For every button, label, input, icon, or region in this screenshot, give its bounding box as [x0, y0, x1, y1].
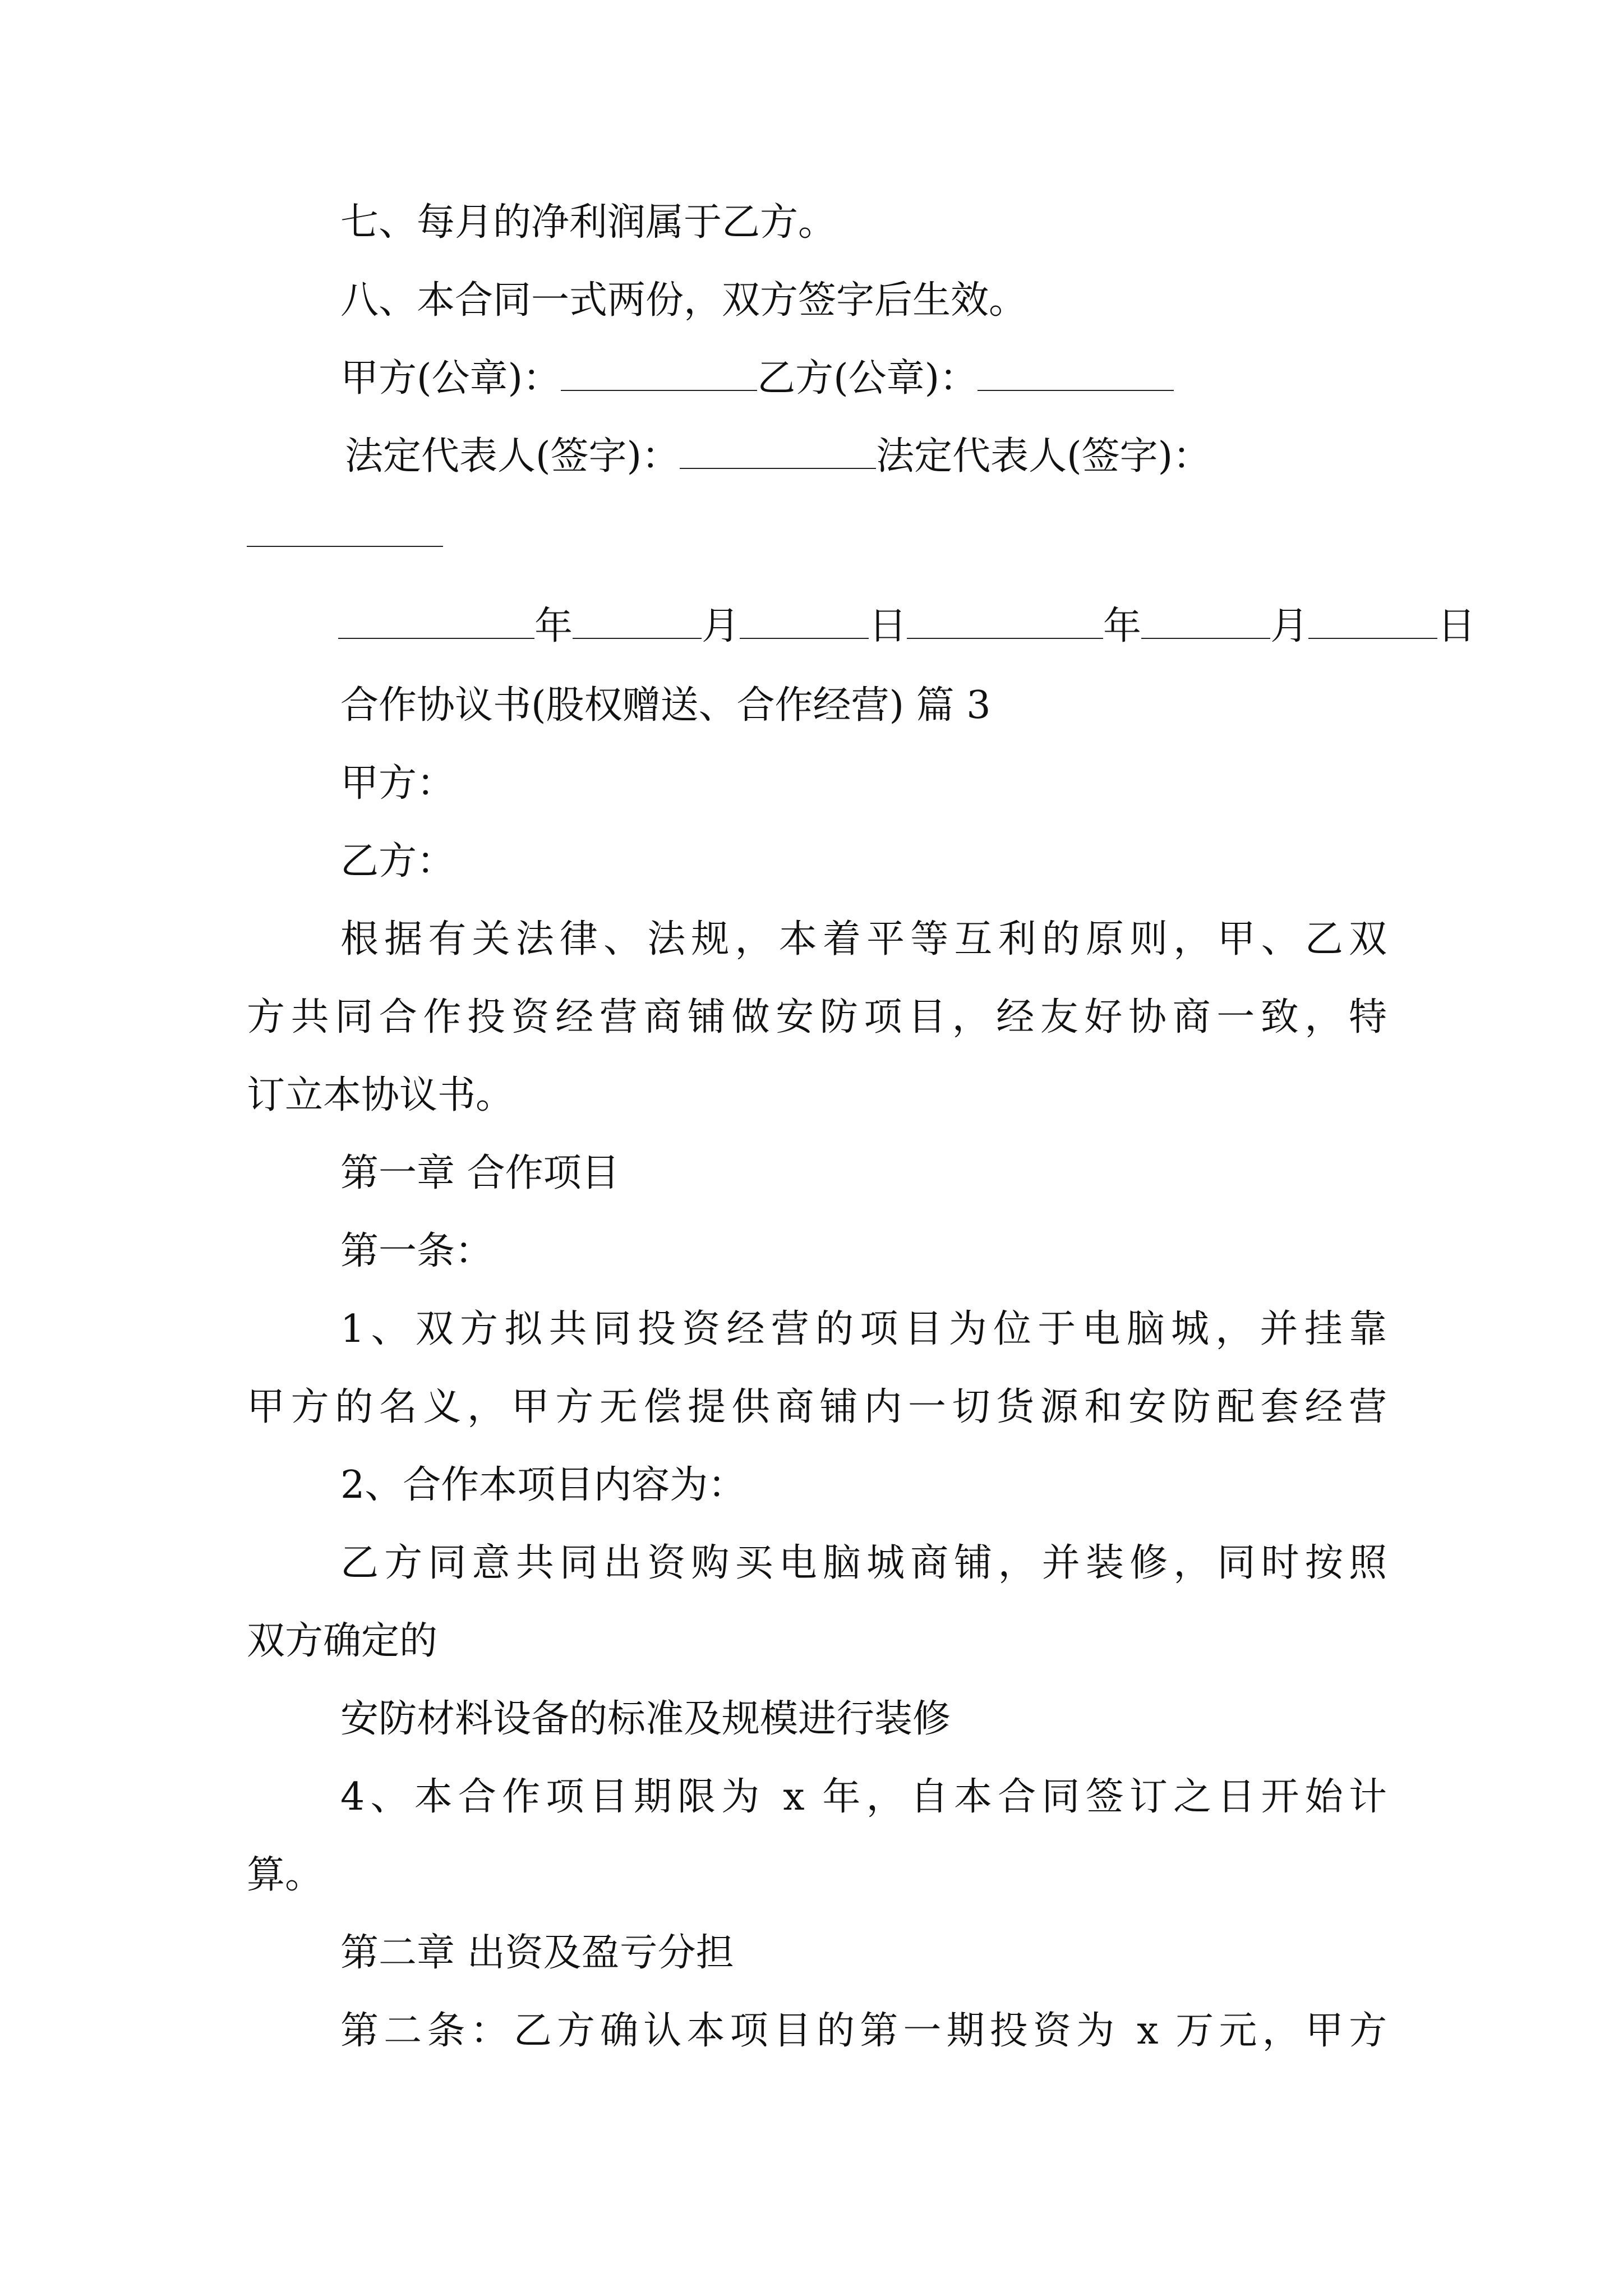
agreement-title-text: 合作协议书(股权赠送、合作经营) 篇 3 [340, 683, 991, 728]
chapter-1-title: 第一章 合作项目 [340, 1151, 620, 1195]
chapter-2-title: 第二章 出资及盈亏分担 [340, 1931, 734, 1975]
preamble-text-3: 订立本协议书。 [247, 1073, 514, 1117]
article-1-item-2-detail-text-2: 双方确定的 [247, 1619, 438, 1663]
article-1-item-1-text-2: 甲方的名义，甲方无偿提供商铺内一切货源和安防配套经营 [247, 1385, 1387, 1429]
party-a-seal-blank[interactable] [561, 349, 757, 391]
preamble-text-2: 方共同合作投资经营商铺做安防项目，经友好协商一致，特 [247, 995, 1387, 1039]
article-1-item-2-text: 2、合作本项目内容为： [340, 1463, 746, 1507]
party-b-seal-label: 乙方(公章)： [757, 356, 978, 401]
party-a-line [340, 750, 1623, 817]
article-1-item-2-detail-line-1 [340, 1530, 1387, 1597]
clause-8 [340, 267, 1623, 334]
party-a-day-label: 日 [869, 604, 907, 648]
party-b-year-label: 年 [1103, 604, 1142, 648]
article-1-item-1-text-1: 1、双方拟共同投资经营的项目为位于电脑城，并挂靠 [340, 1307, 1387, 1351]
article-1-item-2 [340, 1452, 1623, 1519]
agreement-title [340, 672, 1623, 739]
party-b-seal-blank[interactable] [978, 349, 1174, 391]
article-1-item-4-text-2: 算。 [247, 1853, 324, 1897]
article-1-item-4-text-1: 4、本合作项目期限为 x 年，自本合同签订之日开始计 [340, 1775, 1387, 1819]
party-a-month-label: 月 [702, 604, 740, 648]
party-a-representative-label: 法定代表人(签字)： [345, 434, 680, 478]
clause-7 [340, 189, 1623, 256]
party-b-representative-label: 法定代表人(签字)： [876, 434, 1211, 478]
article-1-item-2-detail-line-3 [340, 1686, 1623, 1753]
representative-line [345, 423, 1623, 490]
preamble-line-1 [340, 906, 1387, 973]
party-a-month-blank[interactable] [573, 597, 702, 639]
party-b-line [340, 828, 1623, 895]
clause-8-text: 八、本合同一式两份，双方签字后生效。 [340, 278, 1027, 323]
article-2-line-1 [340, 1998, 1387, 2065]
representative-continuation [247, 501, 1623, 568]
date-line [338, 593, 1623, 660]
chapter-1-heading [340, 1140, 1623, 1207]
party-b-label: 乙方： [340, 839, 455, 884]
party-b-representative-blank[interactable] [247, 505, 443, 547]
party-a-representative-blank[interactable] [680, 427, 876, 469]
article-1-title: 第一条： [340, 1229, 494, 1273]
preamble-text-1: 根据有关法律、法规，本着平等互利的原则，甲、乙双 [340, 917, 1387, 961]
party-b-month-label: 月 [1270, 604, 1309, 648]
party-b-day-blank[interactable] [1308, 597, 1437, 639]
party-a-day-blank[interactable] [740, 597, 869, 639]
seal-line [340, 345, 1623, 412]
preamble-line-2 [247, 984, 1387, 1051]
party-a-seal-label: 甲方(公章)： [340, 356, 561, 401]
party-b-day-label: 日 [1437, 604, 1476, 648]
chapter-2-heading [340, 1920, 1623, 1987]
article-1-item-4-line-1 [340, 1764, 1387, 1831]
article-1-item-1-line-1 [340, 1296, 1387, 1363]
article-2-text-1: 第二条：乙方确认本项目的第一期投资为 x 万元，甲方 [340, 2009, 1387, 2053]
party-a-year-label: 年 [534, 604, 573, 648]
article-1-heading [340, 1218, 1623, 1285]
party-b-month-blank[interactable] [1141, 597, 1270, 639]
party-a-year-blank[interactable] [338, 597, 534, 639]
clause-7-text: 七、每月的净利润属于乙方。 [340, 200, 837, 245]
article-1-item-2-detail-text-3: 安防材料设备的标准及规模进行装修 [340, 1697, 951, 1741]
article-1-item-2-detail-line-2 [247, 1608, 1623, 1675]
party-a-label: 甲方： [340, 761, 455, 806]
preamble-line-3 [247, 1062, 1623, 1129]
article-1-item-1-line-2 [247, 1374, 1387, 1441]
article-1-item-2-detail-text-1: 乙方同意共同出资购买电脑城商铺，并装修，同时按照 [340, 1541, 1387, 1585]
party-b-year-blank[interactable] [907, 597, 1103, 639]
article-1-item-4-line-2 [247, 1842, 1623, 1909]
